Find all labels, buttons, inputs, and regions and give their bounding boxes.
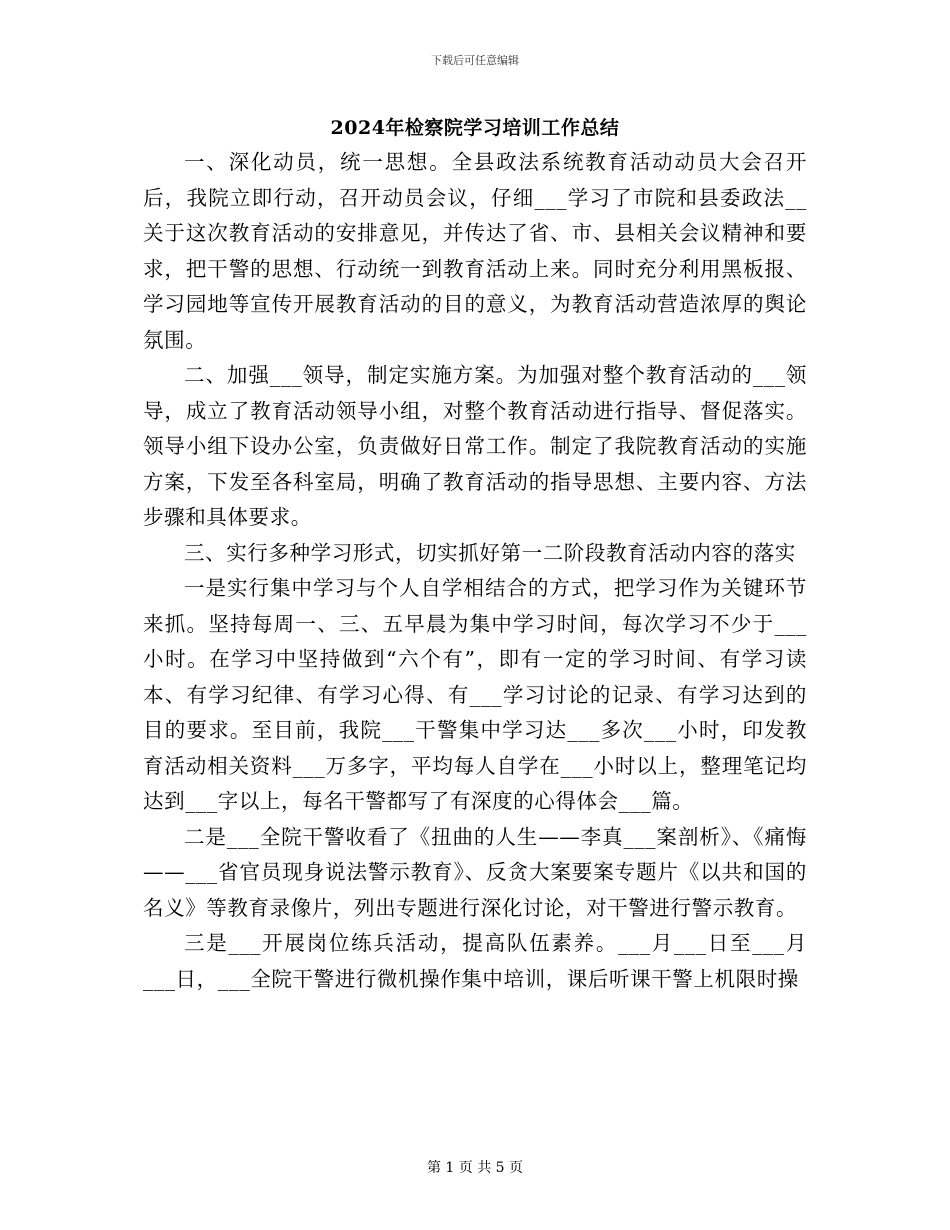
document-body [143, 145, 807, 997]
document-title: 2024年检察院学习培训工作总结 [330, 117, 620, 139]
paragraph-second-point: 二是___全院干警收看了《扭曲的人生——李真___案剖析》、《痛悔——___省官员现身说法警示教育》、反贪大案要案专题片《以共和国的名义》等教育录像片，列出专题进行深化讨论，对干警进行警示教育。 [143, 824, 807, 920]
paragraph-mobilization: 一、深化动员，统一思想。全县政法系统教育活动动员大会召开后，我院立即行动，召开动员会议，仔细___学习了市院和县委政法__关于这次教育活动的安排意见，并传达了省、市、县相关会议精神和要求，把干警的思想、行动统一到教育活动上来。同时充分利用黑板报、学习园地等宣传开展教育活动的目的意义，为教育活动营造浓厚的舆论氛围。 [143, 150, 807, 352]
paragraph-third-point: 三是___开展岗位练兵活动，提高队伍素养。___月___日至___月___日，___全院干警进行微机操作集中培训，课后听课干警上机限时操 [143, 931, 807, 991]
header-note: 下载后可任意编辑 [431, 54, 519, 67]
paragraph-leadership: 二、加强___领导，制定实施方案。为加强对整个教育活动的___领导，成立了教育活动领导小组，对整个教育活动进行指导、督促落实。领导小组下设办公室，负责做好日常工作。制定了我院教育活动的实施方案，下发至各科室局，明确了教育活动的指导思想、主要内容、方法步骤和具体要求。 [143, 363, 807, 529]
paragraph-study-forms: 三、实行多种学习形式，切实抓好第一二阶段教育活动内容的落实 [184, 540, 796, 565]
paragraph-first-point: 一是实行集中学习与个人自学相结合的方式，把学习作为关键环节来抓。坚持每周一、三、五早晨为集中学习时间，每次学习不少于___小时。在学习中坚持做到“六个有”，即有一定的学习时间、有学习读本、有学习纪律、有学习心得、有___学习讨论的记录、有学习达到的目的要求。至目前，我院___干警集中学习达___多次___小时，印发教育活动相关资料___万多字，平均每人自学在___小时以上，整理笔记均达到___字以上，每名干警都写了有深度的心得体会___篇。 [143, 576, 807, 813]
page-number-footer: 第 1 页 共 5 页 [426, 1160, 524, 1176]
